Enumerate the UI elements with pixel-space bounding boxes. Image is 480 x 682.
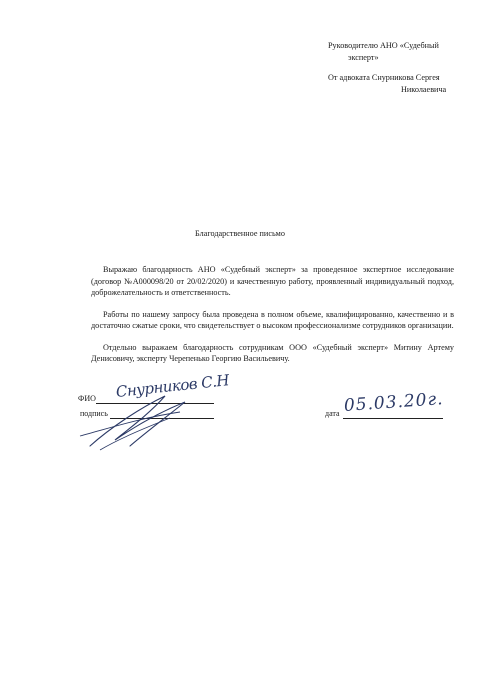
recipient-line-1: Руководителю АНО «Судебный	[328, 41, 439, 50]
letter-paragraph-3: Отдельно выражаем благодарность сотрудникам ООО «Судебный эксперт» Митину Артему Денисовичу, эксперту Черепенько Георгию Васильевичу.	[91, 342, 454, 363]
letter-body	[91, 264, 454, 375]
handwritten-signature	[70, 388, 210, 458]
fio-label: ФИО	[78, 394, 96, 403]
recipient-line-2: эксперт»	[348, 52, 379, 62]
letter-paragraph-1: Выражаю благодарность АНО «Судебный эксперт» за проведенное экспертное исследование (договор №А000098/20 от 20/02/2020) и качественную работу, проявленный индивидуальный подход, доброжелательность и ответственность.	[91, 265, 454, 297]
letter-paragraph-2: Работы по нашему запросу была проведена в полном объеме, квалифицированно, качественно и в достаточно сжатые сроки, что свидетельствует о высоком профессионализме сотрудников организации.	[91, 309, 454, 330]
addressee-block	[328, 40, 458, 95]
sender-line-2: Николаевича	[401, 84, 447, 94]
sender-line-1: От адвоката Снурникова Сергея	[328, 73, 440, 82]
letter-title: Благодарственное письмо	[195, 229, 285, 238]
signature-label: подпись	[80, 409, 108, 418]
date-line	[343, 418, 443, 419]
handwritten-date: 05.03.20г.	[343, 389, 445, 416]
date-label: дата	[325, 409, 340, 418]
handwritten-fio: Снурников С.Н	[115, 371, 230, 401]
